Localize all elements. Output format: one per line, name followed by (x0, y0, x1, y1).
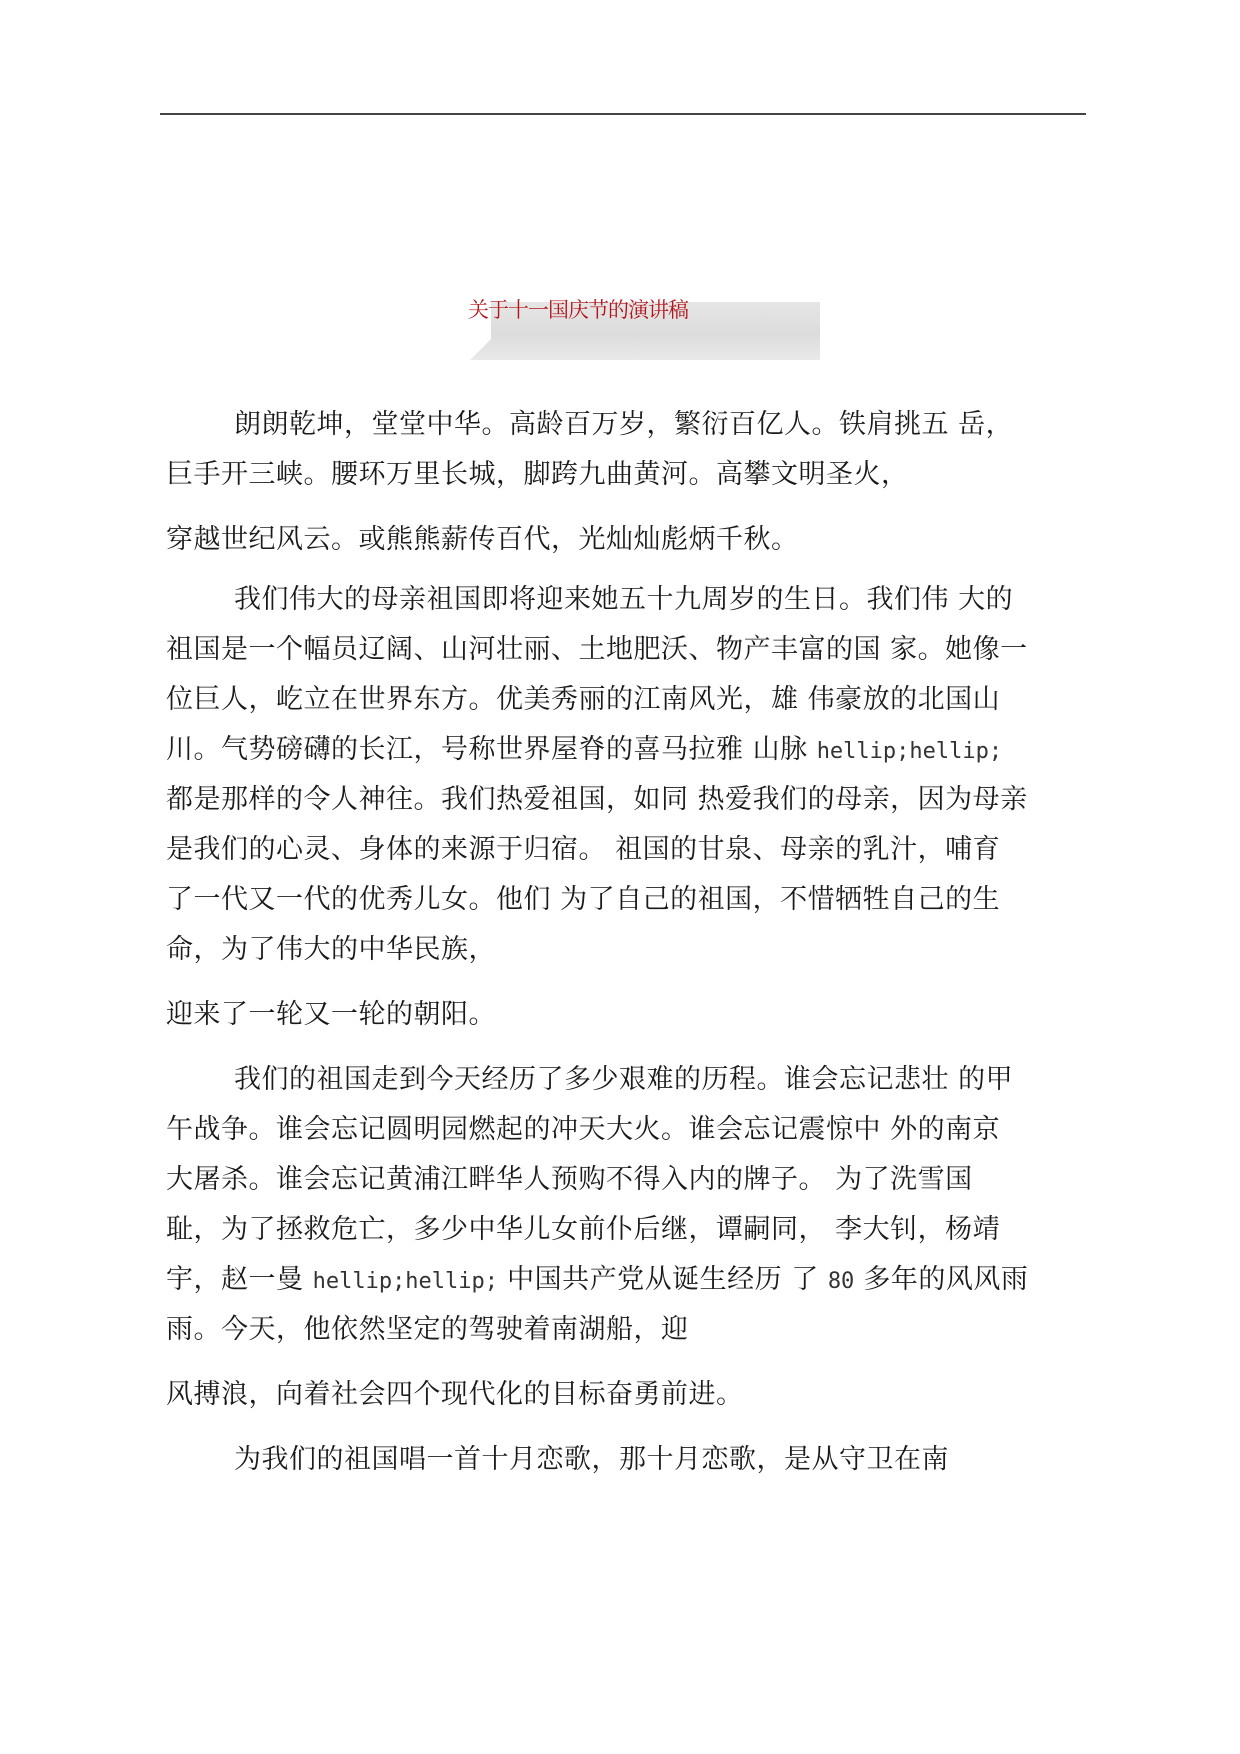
paragraph-3-line-1: 我们的祖国走到今天经历了多少艰难的历程。谁会忘记悲壮 的甲 (234, 1064, 1014, 1095)
paragraph-2-line-2: 祖国是一个幅员辽阔、山河壮丽、土地肥沃、物产丰富的国 家。她像一 (166, 634, 1028, 665)
paragraph-2-line-1: 我们伟大的母亲祖国即将迎来她五十九周岁的生日。我们伟 大的 (234, 584, 1014, 615)
paragraph-3-line-7: 风搏浪，向着社会四个现代化的目标奋勇前进。 (166, 1379, 744, 1410)
paragraph-3-line-4: 耻，为了拯救危亡，多少中华儿女前仆后继，谭嗣同， 李大钊，杨靖 (166, 1214, 1001, 1245)
number-80: 80 (827, 1269, 855, 1294)
ellipsis-entity-text: hellip;hellip; (312, 1269, 499, 1294)
paragraph-3-line-6: 雨。今天，他依然坚定的驾驶着南湖船，迎 (166, 1314, 689, 1345)
paragraph-2-line-6: 是我们的心灵、身体的来源于归宿。 祖国的甘泉、母亲的乳汁，哺育 (166, 834, 1001, 865)
paragraph-1-line-3: 穿越世纪风云。或熊熊薪传百代，光灿灿彪炳千秋。 (166, 524, 799, 555)
paragraph-4-line-1: 为我们的祖国唱一首十月恋歌，那十月恋歌，是从守卫在南 (234, 1444, 949, 1475)
paragraph-2-line-4-text: 川。气势磅礴的长江，号称世界屋脊的喜马拉雅 山脉 (166, 734, 808, 765)
paragraph-3-line-5-end: 多年的风风雨 (863, 1264, 1029, 1295)
paragraph-3-line-5 (166, 1262, 1028, 1300)
paragraph-1-line-1: 朗朗乾坤，堂堂中华。高龄百万岁，繁衍百亿人。铁肩挑五 岳， (234, 409, 1014, 440)
paragraph-3-line-5-text: 宇，赵一曼 (166, 1264, 304, 1295)
header-rule (160, 113, 1086, 115)
paragraph-1-line-2: 巨手开三峡。腰环万里长城，脚跨九曲黄河。高攀文明圣火， (166, 459, 909, 490)
paragraph-2-line-5: 都是那样的令人神往。我们热爱祖国，如同 热爱我们的母亲，因为母亲 (166, 784, 1028, 815)
paragraph-2-line-9: 迎来了一轮又一轮的朝阳。 (166, 999, 496, 1030)
ellipsis-entity-text: hellip;hellip; (816, 739, 1003, 764)
paragraph-2-line-7: 了一代又一代的优秀儿女。他们 为了自己的祖国，不惜牺牲自己的生 (166, 884, 1001, 915)
paragraph-3-line-3: 大屠杀。谁会忘记黄浦江畔华人预购不得入内的牌子。 为了洗雪国 (166, 1164, 973, 1195)
paragraph-3-line-2: 午战争。谁会忘记圆明园燃起的冲天大火。谁会忘记震惊中 外的南京 (166, 1114, 1001, 1145)
paragraph-3-line-5-tail: 中国共产党从诞生经历 了 (507, 1264, 819, 1295)
paragraph-2-line-4 (166, 732, 1002, 770)
paragraph-2-line-3: 位巨人，屹立在世界东方。优美秀丽的江南风光，雄 伟豪放的北国山 (166, 684, 1001, 715)
paragraph-2-line-8: 命，为了伟大的中华民族， (166, 934, 496, 965)
document-title: 关于十一国庆节的演讲稿 (468, 298, 688, 322)
